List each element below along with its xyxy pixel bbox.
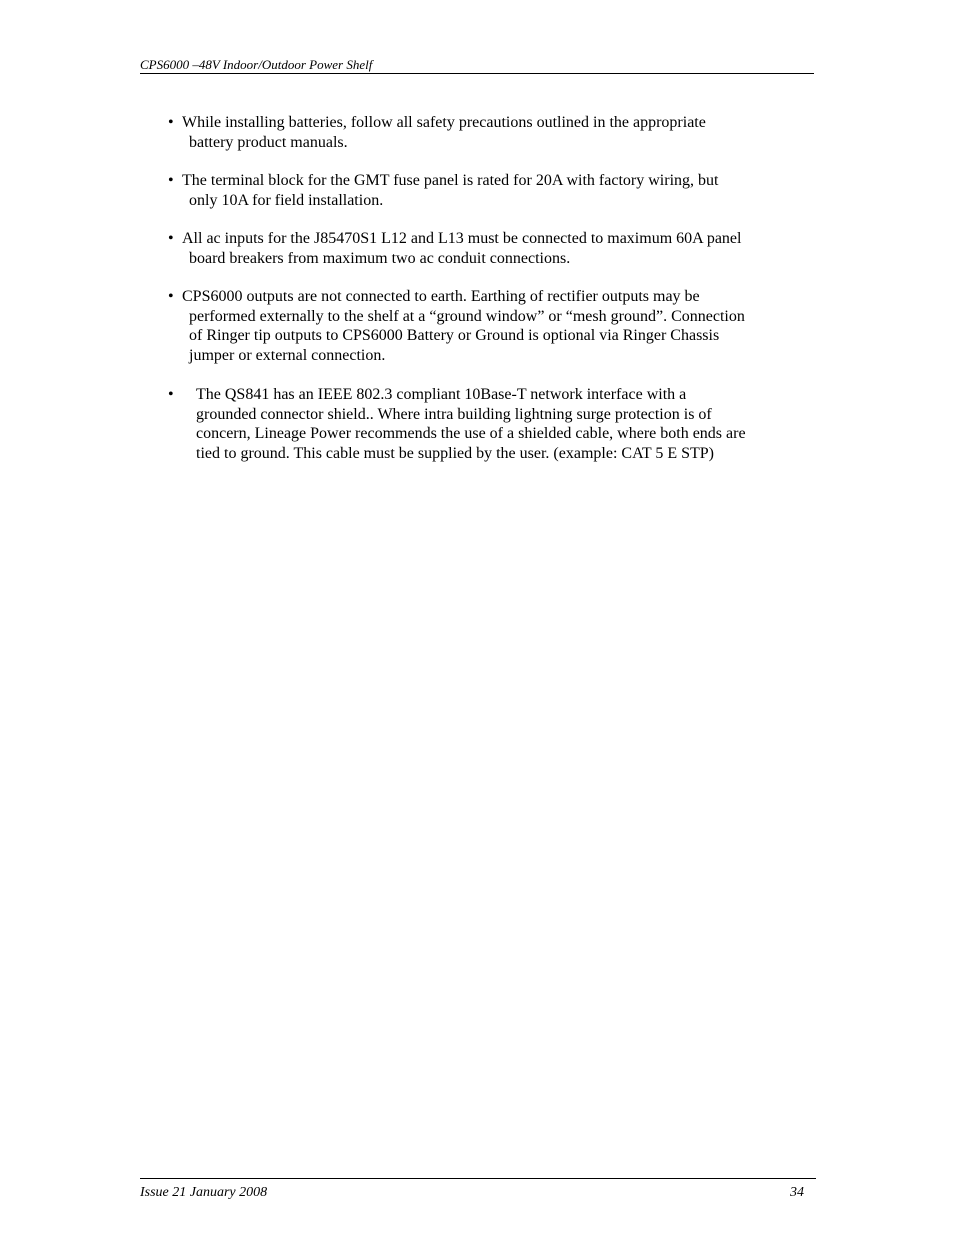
bullet-line: The terminal block for the GMT fuse panel is rated for 20A with factory wiring, but [182,172,719,189]
bullet-line: performed externally to the shelf at a “ground window” or “mesh ground”. Connection [189,307,745,325]
bullet-line: The QS841 has an IEEE 802.3 compliant 10Base-T network interface with a [196,386,687,403]
bullet-line: only 10A for field installation. [189,191,384,209]
bullet-item [168,287,745,365]
bullet-line: grounded connector shield.. Where intra building lightning surge protection is of [196,405,712,423]
bullet-line: board breakers from maximum two ac conduit connections. [189,249,571,267]
page-number: 34 [790,1185,804,1200]
bullet-item [168,385,746,463]
issue-date: Issue 21 January 2008 [140,1185,268,1200]
bullet-marker: • [168,230,174,247]
bullet-line: CPS6000 outputs are not connected to earth. Earthing of rectifier outputs may be [182,288,700,305]
bullet-marker: • [168,172,174,189]
header-title: CPS6000 –48V Indoor/Outdoor Power Shelf [140,57,373,72]
bullet-marker: • [168,114,174,131]
bullet-line: of Ringer tip outputs to CPS6000 Battery or Ground is optional via Ringer Chassis [189,327,720,345]
bullet-marker: • [168,288,174,305]
bullet-item [168,171,718,210]
bullet-item [168,113,706,152]
bullet-line: tied to ground. This cable must be supplied by the user. (example: CAT 5 E STP) [196,444,715,462]
page-footer [140,1178,816,1200]
bullet-line: battery product manuals. [189,133,348,151]
bullet-line: While installing batteries, follow all safety precautions outlined in the appropriate [182,114,706,131]
bullet-line: concern, Lineage Power recommends the use of a shielded cable, where both ends are [196,425,746,443]
bullet-line: All ac inputs for the J85470S1 L12 and L13 must be connected to maximum 60A panel [182,230,742,247]
bullet-item [168,229,741,268]
page-header [140,56,814,74]
bullet-line: jumper or external connection. [189,346,386,364]
bullet-marker: • [168,386,174,403]
